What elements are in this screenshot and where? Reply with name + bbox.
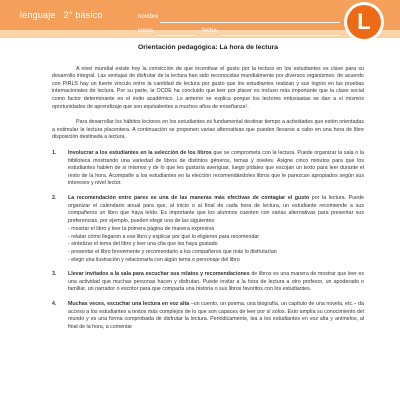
subject-badge-icon: L bbox=[347, 5, 381, 39]
name-field-label: nombre bbox=[138, 14, 159, 20]
date-field-line bbox=[220, 35, 340, 36]
bullet-list bbox=[68, 226, 364, 264]
date-field-label: fecha bbox=[202, 28, 217, 34]
item-number: 4. bbox=[52, 301, 57, 308]
item-text: –un cuento, un poema, una biografía, un capítulo de una novela, etc.– da acceso a los estudiantes a textos más complejos de lo que son capaces de leer por sí solos. Esto amplía su conocimiento del mundo y es una forma comprobada de disfrutar la lectura. Periódicamente, lea a los estudiantes en voz alta y anímelos, al final de la hora, a comentar bbox=[68, 301, 364, 330]
item-heading: Involucrar a los estudiantes en la selección de los libros bbox=[68, 149, 212, 156]
bullet-item: - sintetizar el tema del libro y leer una cita que les haya gustado bbox=[68, 241, 364, 249]
item-number: 2. bbox=[52, 194, 57, 201]
item-heading: Llevar invitados a la sala para escuchar sus relatos y recomendaciones bbox=[68, 271, 250, 278]
bullet-item: - relatar cómo llegaron a ese libro y explicar por qué lo eligieron para recomendar bbox=[68, 234, 364, 242]
list-item bbox=[52, 195, 364, 264]
list-item bbox=[52, 301, 364, 331]
name-field-line bbox=[160, 22, 340, 23]
activity-list bbox=[52, 150, 364, 331]
intro-paragraph-2: Para desarrollar los hábitos lectores en los estudiantes es fundamental destinar tiempo a actividades que estén orientadas a estimular la lectura placentera. A continuación se proponen varias alternativas que pueden llevarse a cabo en una hora de libre disposición destinada a lectura. bbox=[52, 119, 364, 141]
item-text: por la lectura. Puede organizar el calendario anual para que, al inicio o al final de cada hora de lectura, un estudiante recomiende a sus compañeros un libro que haya leído. Es importante que los alumnos cuenten con varias alternativas para presentar sus preferencias, por ejemplo, pueden elegir una de las siguientes: bbox=[68, 194, 364, 224]
bullet-item: - elegir una ilustración y relacionarla con algún tema o personaje del libro bbox=[68, 257, 364, 265]
bullet-item: - presentar el libro brevemente y recomendarlo a los compañeros que más lo disfrutarían bbox=[68, 249, 364, 257]
intro-paragraph-1: A nivel mundial existe hoy la convicción de que incentivar el gusto por la lectura en los estudiantes es clave para su desarrollo integral. Las ventajas de disfrutar de la lectura han sido reconocidas mundialmente por diversos organismos: de acuerdo con PIRLS hay un fuerte vínculo entre la cantidad de lectura por gusto que los estudiantes realizan y sus logros en las pruebas internacionales de lectura. Por su parte, la OCDE ha concluido que leer por placer es incluso más importante que la clase social como factor determinante en el éxito académico. Lo anterior se explica porque los lectores entusiastas se dan a sí mismos oportunidades de aprendizaje que son equivalentes a muchos años de enseñanza¹. bbox=[52, 65, 364, 110]
item-text: que se comprometa con la lectura. Puede organizar la sala o la biblioteca mostrando una variedad de libros de distintos géneros, temas y niveles. Asigne cinco minutos para que los estudiantes hablen de sí mismos y de lo que les gustaría averiguar, luego pídales que escojan un texto para leer durante el resto de la hora. Acompañe a los estudiantes en la elección recomendándoles libros que le parezcan apropiados según sus intereses y nivel lector. bbox=[68, 149, 364, 187]
header bbox=[0, 0, 400, 40]
list-item bbox=[52, 150, 364, 188]
subject-label bbox=[20, 10, 103, 20]
subject-name: lenguaje bbox=[20, 10, 56, 20]
header-bar-stripe bbox=[0, 30, 400, 38]
grade-label: 2° básico bbox=[63, 10, 103, 20]
document-title: Orientación pedagógica: La hora de lectura bbox=[137, 44, 279, 51]
item-text: de libros es una manera de mostrar que leer es una actividad que muchas personas hacen y disfrutan. Puede invitar a la hora de lectura a otro profesor, un apoderado o familiar, un narrador o escritor para que comparta una historia o sus libros favoritos con los estudiantes. bbox=[68, 271, 364, 293]
document-body bbox=[52, 44, 364, 338]
list-item bbox=[52, 271, 364, 294]
item-number: 3. bbox=[52, 271, 57, 278]
item-heading: Muchas veces, escuchar una lectura en voz alta bbox=[68, 301, 190, 308]
bullet-item: - mostrar el libro y leer la primera página de manera expresiva bbox=[68, 226, 364, 234]
item-number: 1. bbox=[52, 149, 57, 156]
item-heading: La recomendación entre pares es una de las maneras más efectivas de contagiar el gusto bbox=[68, 194, 310, 201]
course-field-label: curso bbox=[138, 28, 153, 34]
course-field-line bbox=[156, 35, 196, 36]
